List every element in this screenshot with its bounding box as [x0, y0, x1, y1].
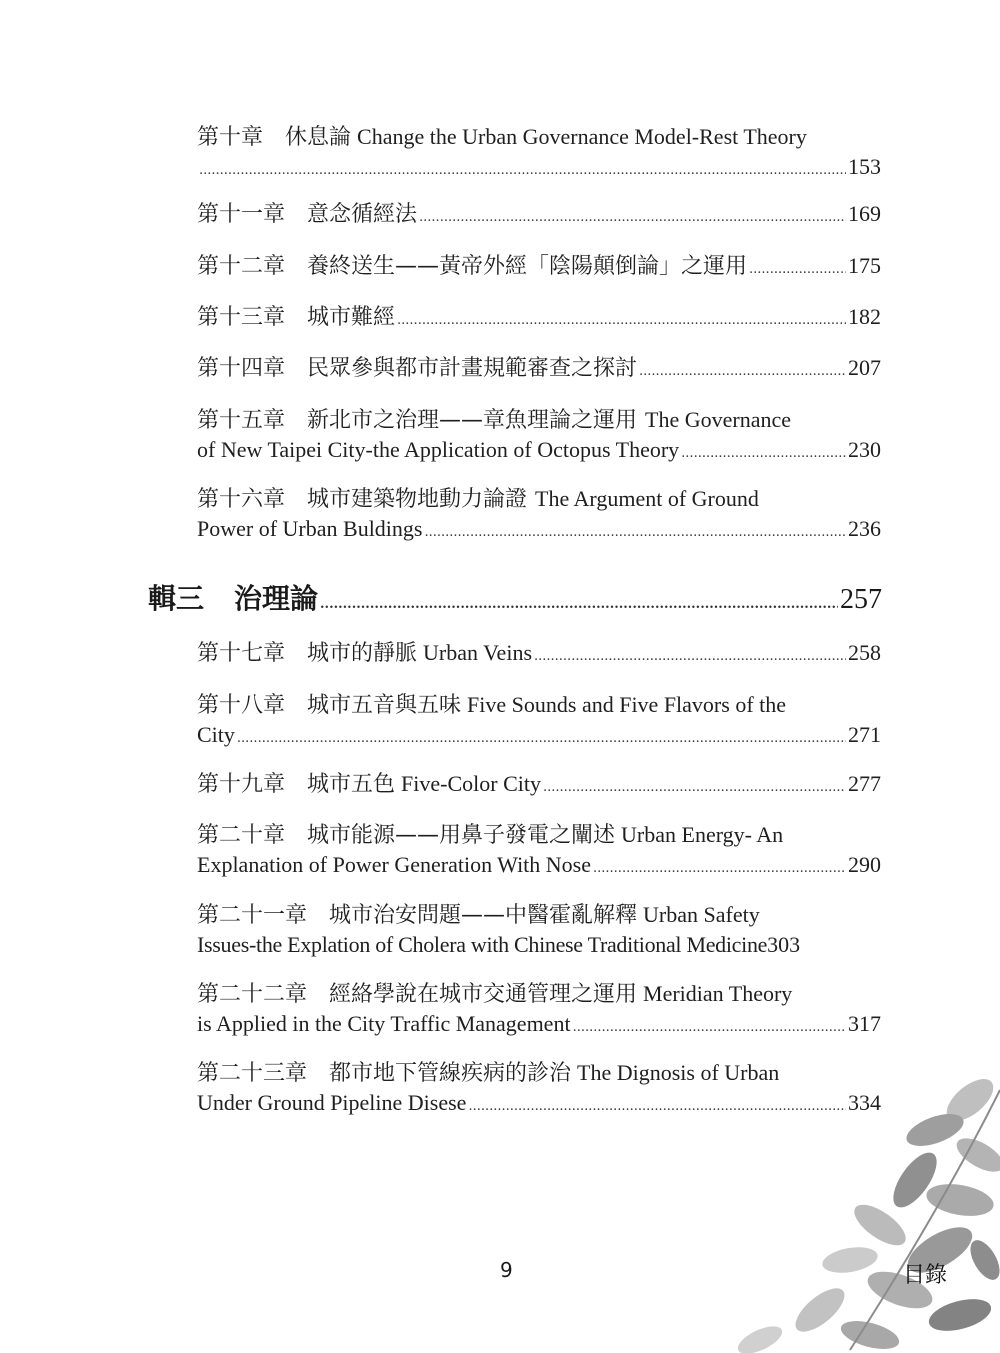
- chapter-label: 第十六章: [197, 487, 286, 512]
- chapter-label: 第十八章: [197, 693, 286, 718]
- toc-entry-chapter-18[interactable]: [197, 690, 881, 753]
- chapter-title-en: The Dignosis of Urban: [577, 1060, 780, 1085]
- page-number: 153: [848, 154, 881, 179]
- chapter-title-en-continued: Explanation of Power Generation With Nose: [197, 852, 592, 877]
- dot-leader: [543, 770, 846, 802]
- toc-entry-chapter-21[interactable]: [197, 900, 881, 959]
- toc-entry-chapter-10[interactable]: [197, 122, 881, 185]
- toc-entry-chapter-16[interactable]: [197, 484, 881, 547]
- page-number: 236: [848, 516, 881, 541]
- chapter-title-zh: 都市地下管線疾病的診治: [329, 1061, 572, 1086]
- chapter-title-zh: 休息論: [285, 125, 352, 150]
- chapter-title-en-continued: of New Taipei City-the Application of Octopus Theory: [197, 437, 680, 462]
- chapter-label: 第十二章: [197, 254, 286, 279]
- page-number: 230: [848, 437, 881, 462]
- footer-page-number: 9: [500, 1258, 513, 1282]
- dot-leader: [419, 200, 846, 232]
- chapter-label: 第二十一章: [197, 903, 308, 928]
- toc-entry-chapter-11[interactable]: [197, 199, 881, 232]
- section-heading-part-3[interactable]: [148, 580, 882, 624]
- footer-section-label: 目錄: [903, 1263, 948, 1288]
- chapter-label: 第十五章: [197, 408, 286, 433]
- chapter-title-en: Meridian Theory: [643, 981, 793, 1006]
- dot-leader: [639, 354, 846, 386]
- section-title: 治理論: [234, 582, 319, 615]
- chapter-title-zh: 城市治安問題——中醫霍亂解釋: [329, 903, 638, 928]
- dot-leader: [320, 580, 838, 624]
- chapter-label: 第二十三章: [197, 1061, 308, 1086]
- page-number: 182: [848, 304, 881, 329]
- toc-entry-chapter-13[interactable]: [197, 302, 881, 335]
- chapter-title-en: Urban Veins: [423, 640, 532, 665]
- chapter-title-en: Five Sounds and Five Flavors of the: [467, 692, 787, 717]
- dot-leader: [749, 252, 846, 284]
- toc-entry-chapter-19[interactable]: [197, 769, 881, 802]
- chapter-title-en: Five-Color City: [401, 771, 541, 796]
- chapter-label: 第十七章: [197, 641, 286, 666]
- toc-entry-chapter-14[interactable]: [197, 353, 881, 386]
- chapter-title-en: The Governance: [645, 407, 792, 432]
- dot-leader: [593, 851, 846, 883]
- page-number: 317: [848, 1011, 881, 1036]
- chapter-title-zh: 城市難經: [307, 305, 396, 330]
- dot-leader: [397, 303, 846, 335]
- chapter-title-en-continued: Power of Urban Buldings: [197, 516, 423, 541]
- chapter-title-zh: 經絡學說在城市交通管理之運用: [329, 982, 638, 1007]
- page-number: 258: [848, 640, 881, 665]
- page-number: 290: [848, 852, 881, 877]
- chapter-title-zh: 意念循經法: [307, 202, 418, 227]
- chapter-label: 第十三章: [197, 305, 286, 330]
- toc-entry-chapter-17[interactable]: [197, 638, 881, 671]
- dot-leader: [573, 1010, 846, 1042]
- chapter-title-zh: 城市建築物地動力論證: [307, 487, 528, 512]
- chapter-title-en: Urban Safety: [643, 902, 760, 927]
- page-number: 175: [848, 253, 881, 278]
- chapter-title-en: The Argument of Ground: [535, 486, 759, 511]
- toc-entry-chapter-12[interactable]: [197, 251, 881, 284]
- dot-leader: [424, 515, 846, 547]
- page-number: 207: [848, 355, 881, 380]
- chapter-label: 第十九章: [197, 772, 286, 797]
- chapter-title-zh: 民眾參與都市計畫規範審查之探討: [307, 356, 638, 381]
- page-number: 257: [840, 584, 882, 615]
- chapter-title-en-continued: Under Ground Pipeline Disese: [197, 1090, 467, 1115]
- chapter-title-zh: 城市五音與五味: [307, 693, 462, 718]
- chapter-label: 第十四章: [197, 356, 286, 381]
- chapter-label: 第二十二章: [197, 982, 308, 1007]
- page-number: 169: [848, 201, 881, 226]
- page-number: 303: [767, 932, 801, 957]
- leaf-decoration-icon: [700, 1060, 1000, 1353]
- chapter-title-en-continued: City: [197, 722, 235, 747]
- toc-entry-chapter-20[interactable]: [197, 820, 881, 883]
- chapter-title-en-continued: is Applied in the City Traffic Management: [197, 1011, 571, 1036]
- section-label: 輯三: [148, 582, 205, 615]
- chapter-title-zh: 城市五色: [307, 772, 396, 797]
- chapter-title-zh: 城市的靜脈: [307, 641, 418, 666]
- chapter-title-en-continued: Issues-the Explation of Cholera with Chinese Traditional Medicine: [197, 932, 768, 957]
- dot-leader: [199, 153, 846, 185]
- chapter-label: 第十章: [197, 125, 264, 150]
- chapter-title-zh: 城市能源——用鼻子發電之闡述: [307, 823, 616, 848]
- chapter-label: 第二十章: [197, 823, 286, 848]
- chapter-title-zh: 新北市之治理——章魚理論之運用: [307, 408, 638, 433]
- page-number: 277: [848, 771, 881, 796]
- dot-leader: [237, 721, 846, 753]
- dot-leader: [534, 639, 846, 671]
- dot-leader: [681, 436, 846, 468]
- chapter-title-en: Urban Energy- An: [621, 822, 784, 847]
- chapter-title-zh: 養終送生——黃帝外經「陰陽顛倒論」之運用: [307, 254, 748, 279]
- page-number: 334: [848, 1090, 881, 1115]
- toc-entry-chapter-22[interactable]: [197, 979, 881, 1042]
- chapter-title-en: Change the Urban Governance Model-Rest Theory: [357, 124, 807, 149]
- toc-entry-chapter-15[interactable]: [197, 405, 881, 468]
- page-number: 271: [848, 722, 881, 747]
- chapter-label: 第十一章: [197, 202, 286, 227]
